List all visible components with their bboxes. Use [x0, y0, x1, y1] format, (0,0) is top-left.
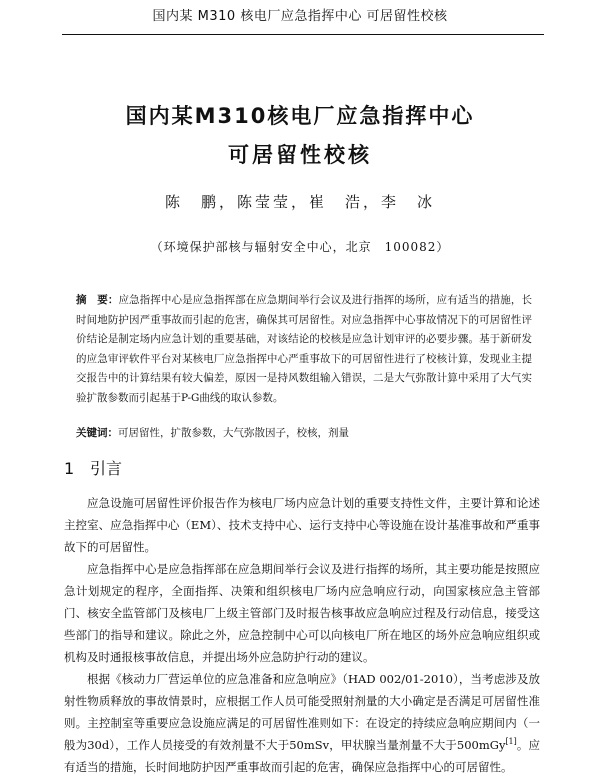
citation-1[interactable]: [1]	[505, 737, 517, 747]
keywords-text: 可居留性，扩散参数，大气弥散因子，校核，剂量	[118, 427, 349, 439]
paragraph-1: 应急设施可居留性评价报告作为核电厂场内应急计划的重要支持性文件，主要计算和论述主控室、应急指挥中心（EM）、技术支持中心、运行支持中心等设施在设计基准事故和严重事故下的可居留性。	[64, 496, 540, 554]
paragraph-3-part-1: 根据《核动力厂营运单位的应急准备和应急响应》（HAD 002/01-2010），当考虑涉及放射性物质释放的事故情景时，应根据工作人员可能受照射剂量的大小确定是否满足可居留性准则。主控制室等重要应急设施应满足的可居留性准则如下：在设定的持续应急响应期间内（一般为30d），工作人员接受的有效剂量不大于50mSv，甲状腺当量剂量不大于500mGy	[64, 672, 540, 752]
header-rule	[62, 34, 544, 35]
paper-title-line-1: 国内某M310核电厂应急指挥中心	[125, 104, 475, 128]
keywords-label: 关键词：	[76, 427, 118, 439]
section-number: 1	[64, 459, 75, 478]
section-title: 引言	[90, 459, 123, 478]
affiliation: （环境保护部核与辐射安全中心，北京 100082）	[150, 240, 450, 254]
section-heading	[64, 456, 122, 479]
abstract-text: 应急指挥中心是应急指挥部在应急期间举行会议及进行指挥的场所，应有适当的措施，长时间地防护因严重事故而引起的危害，确保其可居留性。对应急指挥中心事故情况下的可居留性评价结论是制定场内应急计划的重要基础，对该结论的校核是应急计划审评的必要步骤。基于新研发的应急审评软件平台对某核电厂应急指挥中心严重事故下的可居留性进行了校核计算，发现业主提交报告中的计算结果有较大偏差，原因一是持风数组输入错误，二是大气弥散计算中采用了大气实验扩散参数而引起基于P-G曲线的取认参数。	[76, 294, 533, 404]
paragraph-3-part-2: 。应有适当的措施，长时间地防护因严重事故而引起的危害，确保应急指挥中心的可居留性。	[64, 738, 540, 774]
paragraph-3	[64, 668, 540, 778]
authors: 陈 鹏，陈莹莹，崔 浩，李 冰	[164, 193, 435, 211]
paragraph-2: 应急指挥中心是应急指挥部在应急期间举行会议及进行指挥的场所，其主要功能是按照应急计划规定的程序，全面指挥、决策和组织核电厂场内应急响应行动，向国家核应急主管部门、核安全监管部门及核电厂上级主管部门及时报告核事故应急响应过程及行动信息，接受这些部门的指导和建议。除此之外，应急控制中心可以向核电厂所在地区的场外应急响应组织或机构及时通报核事故信息，并提出场外应急防护行动的建议。	[64, 562, 540, 664]
keywords	[76, 424, 532, 442]
body-text	[64, 492, 540, 778]
running-header: 国内某 M310 核电厂应急指挥中心 可居留性校核	[152, 9, 448, 24]
abstract	[76, 291, 532, 409]
abstract-label: 摘 要：	[76, 294, 119, 306]
paper-title-line-2: 可居留性校核	[228, 143, 372, 167]
